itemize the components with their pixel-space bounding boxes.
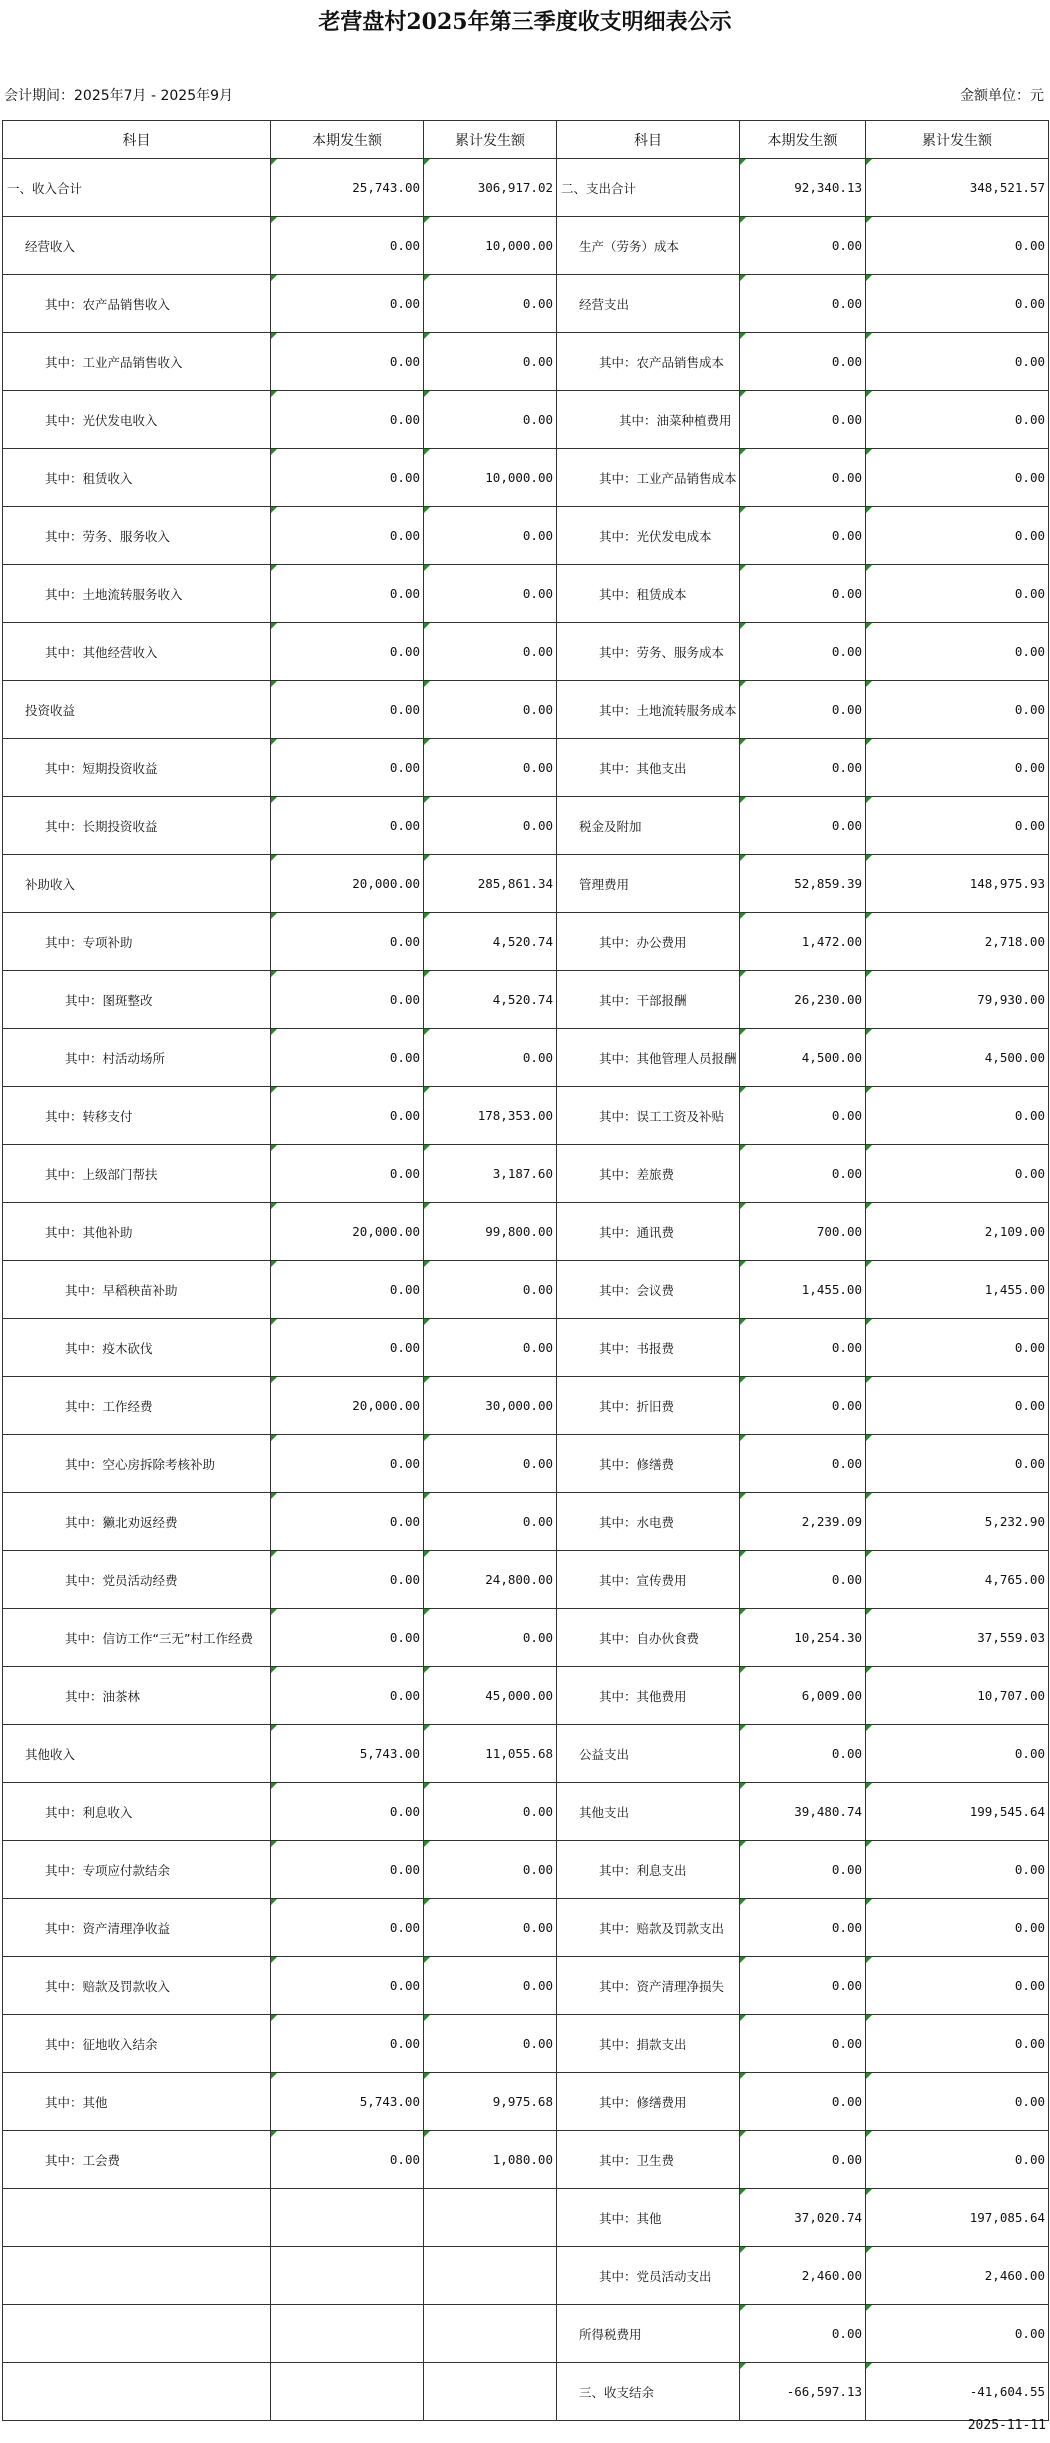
income-subject-cell: 其中：利息收入 <box>3 1783 271 1841</box>
income-subject-cell: 其中：工会费 <box>3 2131 271 2189</box>
income-current-cell <box>271 2247 424 2305</box>
expense-subject-cell: 公益支出 <box>557 1725 740 1783</box>
expense-subject-cell: 其中：卫生费 <box>557 2131 740 2189</box>
table-row <box>3 2073 1049 2131</box>
income-current-cell: 0.00 <box>271 1783 424 1841</box>
income-subject-cell: 其中：赔款及罚款收入 <box>3 1957 271 2015</box>
income-subject-cell: 其中：专项补助 <box>3 913 271 971</box>
income-cumulative-cell: 0.00 <box>424 275 557 333</box>
expense-cumulative-cell: 2,460.00 <box>866 2247 1049 2305</box>
expense-subject-cell: 经营支出 <box>557 275 740 333</box>
expense-current-cell: 2,239.09 <box>740 1493 866 1551</box>
expense-cumulative-cell: 0.00 <box>866 1725 1049 1783</box>
header-income-current: 本期发生额 <box>271 121 424 159</box>
expense-current-cell: 0.00 <box>740 1957 866 2015</box>
table-row <box>3 1667 1049 1725</box>
header-expense-cumulative: 累计发生额 <box>866 121 1049 159</box>
income-subject-cell: 其中：村活动场所 <box>3 1029 271 1087</box>
table-row <box>3 507 1049 565</box>
expense-cumulative-cell: 0.00 <box>866 565 1049 623</box>
income-subject-cell: 一、收入合计 <box>3 159 271 217</box>
income-cumulative-cell: 0.00 <box>424 623 557 681</box>
table-row <box>3 1261 1049 1319</box>
income-current-cell: 0.00 <box>271 449 424 507</box>
expense-cumulative-cell: 0.00 <box>866 1841 1049 1899</box>
income-subject-cell: 其中：其他补助 <box>3 1203 271 1261</box>
expense-cumulative-cell: 148,975.93 <box>866 855 1049 913</box>
expense-subject-cell: 管理费用 <box>557 855 740 913</box>
expense-current-cell: 1,455.00 <box>740 1261 866 1319</box>
income-current-cell: 0.00 <box>271 275 424 333</box>
income-subject-cell: 其中：其他 <box>3 2073 271 2131</box>
expense-cumulative-cell: 0.00 <box>866 2305 1049 2363</box>
income-current-cell: 0.00 <box>271 391 424 449</box>
expense-cumulative-cell: 4,765.00 <box>866 1551 1049 1609</box>
income-subject-cell: 其中：土地流转服务收入 <box>3 565 271 623</box>
income-current-cell: 5,743.00 <box>271 1725 424 1783</box>
expense-subject-cell: 其中：光伏发电成本 <box>557 507 740 565</box>
expense-current-cell: 0.00 <box>740 1899 866 1957</box>
table-row <box>3 1551 1049 1609</box>
expense-subject-cell: 其中：工业产品销售成本 <box>557 449 740 507</box>
income-cumulative-cell <box>424 2363 557 2421</box>
income-cumulative-cell: 1,080.00 <box>424 2131 557 2189</box>
income-current-cell: 0.00 <box>271 333 424 391</box>
income-subject-cell: 其中：长期投资收益 <box>3 797 271 855</box>
income-subject-cell: 其他收入 <box>3 1725 271 1783</box>
expense-current-cell: 0.00 <box>740 391 866 449</box>
income-cumulative-cell: 10,000.00 <box>424 217 557 275</box>
table-row <box>3 623 1049 681</box>
income-current-cell: 0.00 <box>271 1145 424 1203</box>
table-row <box>3 1377 1049 1435</box>
expense-cumulative-cell: 0.00 <box>866 391 1049 449</box>
income-subject-cell <box>3 2189 271 2247</box>
accounting-period: 会计期间：2025年7月 - 2025年9月 <box>4 88 234 104</box>
expense-subject-cell: 生产（劳务）成本 <box>557 217 740 275</box>
expense-cumulative-cell: 0.00 <box>866 1145 1049 1203</box>
table-row <box>3 275 1049 333</box>
income-cumulative-cell: 0.00 <box>424 739 557 797</box>
expense-subject-cell: 其中：捐款支出 <box>557 2015 740 2073</box>
expense-cumulative-cell: 0.00 <box>866 1087 1049 1145</box>
income-current-cell: 25,743.00 <box>271 159 424 217</box>
income-subject-cell: 其中：光伏发电收入 <box>3 391 271 449</box>
expense-cumulative-cell: 2,718.00 <box>866 913 1049 971</box>
income-cumulative-cell: 9,975.68 <box>424 2073 557 2131</box>
expense-cumulative-cell: 37,559.03 <box>866 1609 1049 1667</box>
income-cumulative-cell: 30,000.00 <box>424 1377 557 1435</box>
expense-cumulative-cell: 0.00 <box>866 1957 1049 2015</box>
income-cumulative-cell: 0.00 <box>424 1493 557 1551</box>
expense-cumulative-cell: 4,500.00 <box>866 1029 1049 1087</box>
income-current-cell: 0.00 <box>271 913 424 971</box>
expense-subject-cell: 其中：会议费 <box>557 1261 740 1319</box>
table-row <box>3 913 1049 971</box>
income-subject-cell: 其中：征地收入结余 <box>3 2015 271 2073</box>
expense-cumulative-cell: 10,707.00 <box>866 1667 1049 1725</box>
income-cumulative-cell: 0.00 <box>424 797 557 855</box>
income-current-cell: 5,743.00 <box>271 2073 424 2131</box>
table-row <box>3 2015 1049 2073</box>
income-cumulative-cell: 0.00 <box>424 1783 557 1841</box>
income-cumulative-cell: 0.00 <box>424 1319 557 1377</box>
expense-cumulative-cell: 0.00 <box>866 797 1049 855</box>
income-current-cell: 20,000.00 <box>271 1203 424 1261</box>
table-row <box>3 2363 1049 2421</box>
expense-current-cell: 0.00 <box>740 333 866 391</box>
expense-cumulative-cell: 0.00 <box>866 449 1049 507</box>
income-subject-cell: 其中：专项应付款结余 <box>3 1841 271 1899</box>
income-cumulative-cell: 4,520.74 <box>424 971 557 1029</box>
expense-cumulative-cell: 0.00 <box>866 623 1049 681</box>
income-current-cell: 0.00 <box>271 2131 424 2189</box>
income-subject-cell: 其中：早稻秧苗补助 <box>3 1261 271 1319</box>
expense-subject-cell: 其中：其他管理人员报酬 <box>557 1029 740 1087</box>
income-current-cell: 20,000.00 <box>271 1377 424 1435</box>
expense-subject-cell: 税金及附加 <box>557 797 740 855</box>
table-row <box>3 333 1049 391</box>
income-subject-cell <box>3 2247 271 2305</box>
expense-current-cell: 0.00 <box>740 1841 866 1899</box>
income-current-cell: 0.00 <box>271 1087 424 1145</box>
table-row <box>3 1725 1049 1783</box>
expense-subject-cell: 其中：土地流转服务成本 <box>557 681 740 739</box>
income-cumulative-cell: 0.00 <box>424 2015 557 2073</box>
income-current-cell: 0.00 <box>271 217 424 275</box>
income-current-cell: 0.00 <box>271 797 424 855</box>
expense-subject-cell: 其中：其他费用 <box>557 1667 740 1725</box>
income-current-cell: 0.00 <box>271 1319 424 1377</box>
expense-cumulative-cell: 0.00 <box>866 2131 1049 2189</box>
income-subject-cell: 其中：油茶林 <box>3 1667 271 1725</box>
expense-current-cell: 0.00 <box>740 1319 866 1377</box>
table-row <box>3 971 1049 1029</box>
expense-subject-cell: 其中：通讯费 <box>557 1203 740 1261</box>
income-subject-cell: 其中：转移支付 <box>3 1087 271 1145</box>
table-row <box>3 1841 1049 1899</box>
expense-cumulative-cell: -41,604.55 <box>866 2363 1049 2421</box>
expense-subject-cell: 其中：其他 <box>557 2189 740 2247</box>
table-row <box>3 1493 1049 1551</box>
expense-current-cell: 0.00 <box>740 2073 866 2131</box>
income-cumulative-cell: 24,800.00 <box>424 1551 557 1609</box>
income-cumulative-cell: 11,055.68 <box>424 1725 557 1783</box>
income-current-cell: 0.00 <box>271 1029 424 1087</box>
income-cumulative-cell: 0.00 <box>424 507 557 565</box>
expense-current-cell: 92,340.13 <box>740 159 866 217</box>
expense-subject-cell: 其中：差旅费 <box>557 1145 740 1203</box>
header-expense-current: 本期发生额 <box>740 121 866 159</box>
expense-subject-cell: 其中：书报费 <box>557 1319 740 1377</box>
expense-subject-cell: 三、收支结余 <box>557 2363 740 2421</box>
income-current-cell: 0.00 <box>271 971 424 1029</box>
expense-cumulative-cell: 348,521.57 <box>866 159 1049 217</box>
income-subject-cell <box>3 2305 271 2363</box>
income-subject-cell: 其中：短期投资收益 <box>3 739 271 797</box>
table-row <box>3 1435 1049 1493</box>
income-subject-cell: 其中：租赁收入 <box>3 449 271 507</box>
expense-current-cell: 0.00 <box>740 2015 866 2073</box>
expense-subject-cell: 其中：劳务、服务成本 <box>557 623 740 681</box>
expense-subject-cell: 所得税费用 <box>557 2305 740 2363</box>
expense-current-cell: 0.00 <box>740 2305 866 2363</box>
table-row <box>3 2131 1049 2189</box>
expense-current-cell: 10,254.30 <box>740 1609 866 1667</box>
table-row <box>3 217 1049 275</box>
income-subject-cell: 其中：劳务、服务收入 <box>3 507 271 565</box>
table-row <box>3 159 1049 217</box>
expense-subject-cell: 其中：资产清理净损失 <box>557 1957 740 2015</box>
table-row <box>3 2305 1049 2363</box>
expense-current-cell: 0.00 <box>740 507 866 565</box>
income-subject-cell: 其中：其他经营收入 <box>3 623 271 681</box>
income-cumulative-cell: 0.00 <box>424 391 557 449</box>
expense-current-cell: 6,009.00 <box>740 1667 866 1725</box>
expense-current-cell: 2,460.00 <box>740 2247 866 2305</box>
income-current-cell: 0.00 <box>271 2015 424 2073</box>
table-row <box>3 1783 1049 1841</box>
income-cumulative-cell: 0.00 <box>424 565 557 623</box>
expense-current-cell: 0.00 <box>740 1087 866 1145</box>
expense-cumulative-cell: 0.00 <box>866 1319 1049 1377</box>
income-cumulative-cell: 99,800.00 <box>424 1203 557 1261</box>
expense-current-cell: 0.00 <box>740 1377 866 1435</box>
expense-cumulative-cell: 0.00 <box>866 275 1049 333</box>
expense-cumulative-cell: 0.00 <box>866 739 1049 797</box>
ledger-table <box>2 120 1049 2421</box>
expense-cumulative-cell: 0.00 <box>866 333 1049 391</box>
table-row <box>3 449 1049 507</box>
income-current-cell: 0.00 <box>271 565 424 623</box>
expense-current-cell: 0.00 <box>740 565 866 623</box>
expense-subject-cell: 其中：修缮费 <box>557 1435 740 1493</box>
income-current-cell: 0.00 <box>271 1551 424 1609</box>
income-current-cell <box>271 2189 424 2247</box>
expense-cumulative-cell: 2,109.00 <box>866 1203 1049 1261</box>
income-cumulative-cell: 10,000.00 <box>424 449 557 507</box>
expense-cumulative-cell: 0.00 <box>866 2073 1049 2131</box>
table-row <box>3 1087 1049 1145</box>
income-cumulative-cell: 0.00 <box>424 1261 557 1319</box>
table-row <box>3 1319 1049 1377</box>
expense-subject-cell: 其中：油菜种植费用 <box>557 391 740 449</box>
income-cumulative-cell: 4,520.74 <box>424 913 557 971</box>
expense-cumulative-cell: 0.00 <box>866 2015 1049 2073</box>
income-subject-cell <box>3 2363 271 2421</box>
income-cumulative-cell <box>424 2247 557 2305</box>
expense-cumulative-cell: 0.00 <box>866 507 1049 565</box>
expense-current-cell: -66,597.13 <box>740 2363 866 2421</box>
expense-current-cell: 0.00 <box>740 275 866 333</box>
income-subject-cell: 其中：疫木砍伐 <box>3 1319 271 1377</box>
income-current-cell <box>271 2305 424 2363</box>
table-row <box>3 797 1049 855</box>
income-current-cell: 0.00 <box>271 1667 424 1725</box>
expense-current-cell: 0.00 <box>740 1725 866 1783</box>
expense-subject-cell: 其中：修缮费用 <box>557 2073 740 2131</box>
income-subject-cell: 其中：工业产品销售收入 <box>3 333 271 391</box>
income-cumulative-cell: 0.00 <box>424 1029 557 1087</box>
income-cumulative-cell: 285,861.34 <box>424 855 557 913</box>
expense-subject-cell: 其中：误工工资及补贴 <box>557 1087 740 1145</box>
expense-current-cell: 26,230.00 <box>740 971 866 1029</box>
income-subject-cell: 其中：信访工作“三无”村工作经费 <box>3 1609 271 1667</box>
income-current-cell: 0.00 <box>271 623 424 681</box>
footer-date: 2025-11-11 <box>967 2418 1046 2433</box>
income-cumulative-cell <box>424 2189 557 2247</box>
expense-cumulative-cell: 0.00 <box>866 217 1049 275</box>
expense-subject-cell: 二、支出合计 <box>557 159 740 217</box>
expense-current-cell: 700.00 <box>740 1203 866 1261</box>
income-subject-cell: 经营收入 <box>3 217 271 275</box>
income-current-cell: 0.00 <box>271 1261 424 1319</box>
income-subject-cell: 其中：农产品销售收入 <box>3 275 271 333</box>
income-cumulative-cell: 178,353.00 <box>424 1087 557 1145</box>
income-subject-cell: 其中：空心房拆除考核补助 <box>3 1435 271 1493</box>
table-row <box>3 1957 1049 2015</box>
header-income-subject: 科目 <box>3 121 271 159</box>
income-cumulative-cell: 0.00 <box>424 1841 557 1899</box>
income-current-cell: 0.00 <box>271 1841 424 1899</box>
income-current-cell <box>271 2363 424 2421</box>
income-cumulative-cell: 0.00 <box>424 1957 557 2015</box>
expense-cumulative-cell: 0.00 <box>866 1435 1049 1493</box>
income-subject-cell: 其中：獭北劝返经费 <box>3 1493 271 1551</box>
expense-current-cell: 0.00 <box>740 449 866 507</box>
page-title: 老营盘村2025年第三季度收支明细表公示 <box>318 9 732 35</box>
expense-subject-cell: 其中：党员活动支出 <box>557 2247 740 2305</box>
income-cumulative-cell: 0.00 <box>424 1435 557 1493</box>
expense-subject-cell: 其中：水电费 <box>557 1493 740 1551</box>
expense-cumulative-cell: 79,930.00 <box>866 971 1049 1029</box>
income-current-cell: 0.00 <box>271 507 424 565</box>
income-cumulative-cell: 0.00 <box>424 681 557 739</box>
income-cumulative-cell: 3,187.60 <box>424 1145 557 1203</box>
income-subject-cell: 其中：工作经费 <box>3 1377 271 1435</box>
table-row <box>3 2247 1049 2305</box>
expense-subject-cell: 其他支出 <box>557 1783 740 1841</box>
expense-current-cell: 0.00 <box>740 623 866 681</box>
expense-subject-cell: 其中：干部报酬 <box>557 971 740 1029</box>
expense-current-cell: 0.00 <box>740 797 866 855</box>
expense-current-cell: 0.00 <box>740 1435 866 1493</box>
income-current-cell: 0.00 <box>271 681 424 739</box>
income-current-cell: 0.00 <box>271 1435 424 1493</box>
expense-cumulative-cell: 0.00 <box>866 1377 1049 1435</box>
expense-cumulative-cell: 0.00 <box>866 1899 1049 1957</box>
header-income-cumulative: 累计发生额 <box>424 121 557 159</box>
income-current-cell: 0.00 <box>271 739 424 797</box>
table-row <box>3 1029 1049 1087</box>
expense-current-cell: 0.00 <box>740 1145 866 1203</box>
income-subject-cell: 投资收益 <box>3 681 271 739</box>
income-cumulative-cell: 0.00 <box>424 1609 557 1667</box>
income-current-cell: 0.00 <box>271 1957 424 2015</box>
table-row <box>3 739 1049 797</box>
expense-subject-cell: 其中：宣传费用 <box>557 1551 740 1609</box>
table-row <box>3 855 1049 913</box>
income-cumulative-cell <box>424 2305 557 2363</box>
expense-current-cell: 0.00 <box>740 1551 866 1609</box>
expense-current-cell: 39,480.74 <box>740 1783 866 1841</box>
expense-cumulative-cell: 5,232.90 <box>866 1493 1049 1551</box>
table-row <box>3 391 1049 449</box>
expense-subject-cell: 其中：办公费用 <box>557 913 740 971</box>
table-row <box>3 1145 1049 1203</box>
table-row <box>3 681 1049 739</box>
table-row <box>3 1203 1049 1261</box>
table-row <box>3 1609 1049 1667</box>
table-row <box>3 1899 1049 1957</box>
expense-subject-cell: 其中：自办伙食费 <box>557 1609 740 1667</box>
income-subject-cell: 其中：资产清理净收益 <box>3 1899 271 1957</box>
expense-current-cell: 0.00 <box>740 217 866 275</box>
income-subject-cell: 补助收入 <box>3 855 271 913</box>
expense-subject-cell: 其中：其他支出 <box>557 739 740 797</box>
income-current-cell: 0.00 <box>271 1899 424 1957</box>
expense-cumulative-cell: 197,085.64 <box>866 2189 1049 2247</box>
header-row <box>3 121 1049 159</box>
income-subject-cell: 其中：上级部门帮扶 <box>3 1145 271 1203</box>
table-row <box>3 2189 1049 2247</box>
income-subject-cell: 其中：党员活动经费 <box>3 1551 271 1609</box>
expense-cumulative-cell: 0.00 <box>866 681 1049 739</box>
expense-current-cell: 4,500.00 <box>740 1029 866 1087</box>
income-current-cell: 0.00 <box>271 1493 424 1551</box>
expense-subject-cell: 其中：利息支出 <box>557 1841 740 1899</box>
ledger-body <box>3 159 1049 2421</box>
report-meta <box>4 84 1044 108</box>
header-expense-subject: 科目 <box>557 121 740 159</box>
income-cumulative-cell: 0.00 <box>424 1899 557 1957</box>
expense-subject-cell: 其中：农产品销售成本 <box>557 333 740 391</box>
expense-current-cell: 0.00 <box>740 2131 866 2189</box>
income-current-cell: 0.00 <box>271 1609 424 1667</box>
income-current-cell: 20,000.00 <box>271 855 424 913</box>
expense-cumulative-cell: 1,455.00 <box>866 1261 1049 1319</box>
expense-current-cell: 1,472.00 <box>740 913 866 971</box>
expense-current-cell: 0.00 <box>740 681 866 739</box>
expense-current-cell: 37,020.74 <box>740 2189 866 2247</box>
expense-subject-cell: 其中：折旧费 <box>557 1377 740 1435</box>
table-row <box>3 565 1049 623</box>
income-subject-cell: 其中：图斑整改 <box>3 971 271 1029</box>
expense-current-cell: 0.00 <box>740 739 866 797</box>
income-cumulative-cell: 306,917.02 <box>424 159 557 217</box>
expense-subject-cell: 其中：赔款及罚款支出 <box>557 1899 740 1957</box>
expense-current-cell: 52,859.39 <box>740 855 866 913</box>
income-cumulative-cell: 45,000.00 <box>424 1667 557 1725</box>
income-cumulative-cell: 0.00 <box>424 333 557 391</box>
expense-subject-cell: 其中：租赁成本 <box>557 565 740 623</box>
currency-unit: 金额单位：元 <box>960 88 1044 104</box>
expense-cumulative-cell: 199,545.64 <box>866 1783 1049 1841</box>
